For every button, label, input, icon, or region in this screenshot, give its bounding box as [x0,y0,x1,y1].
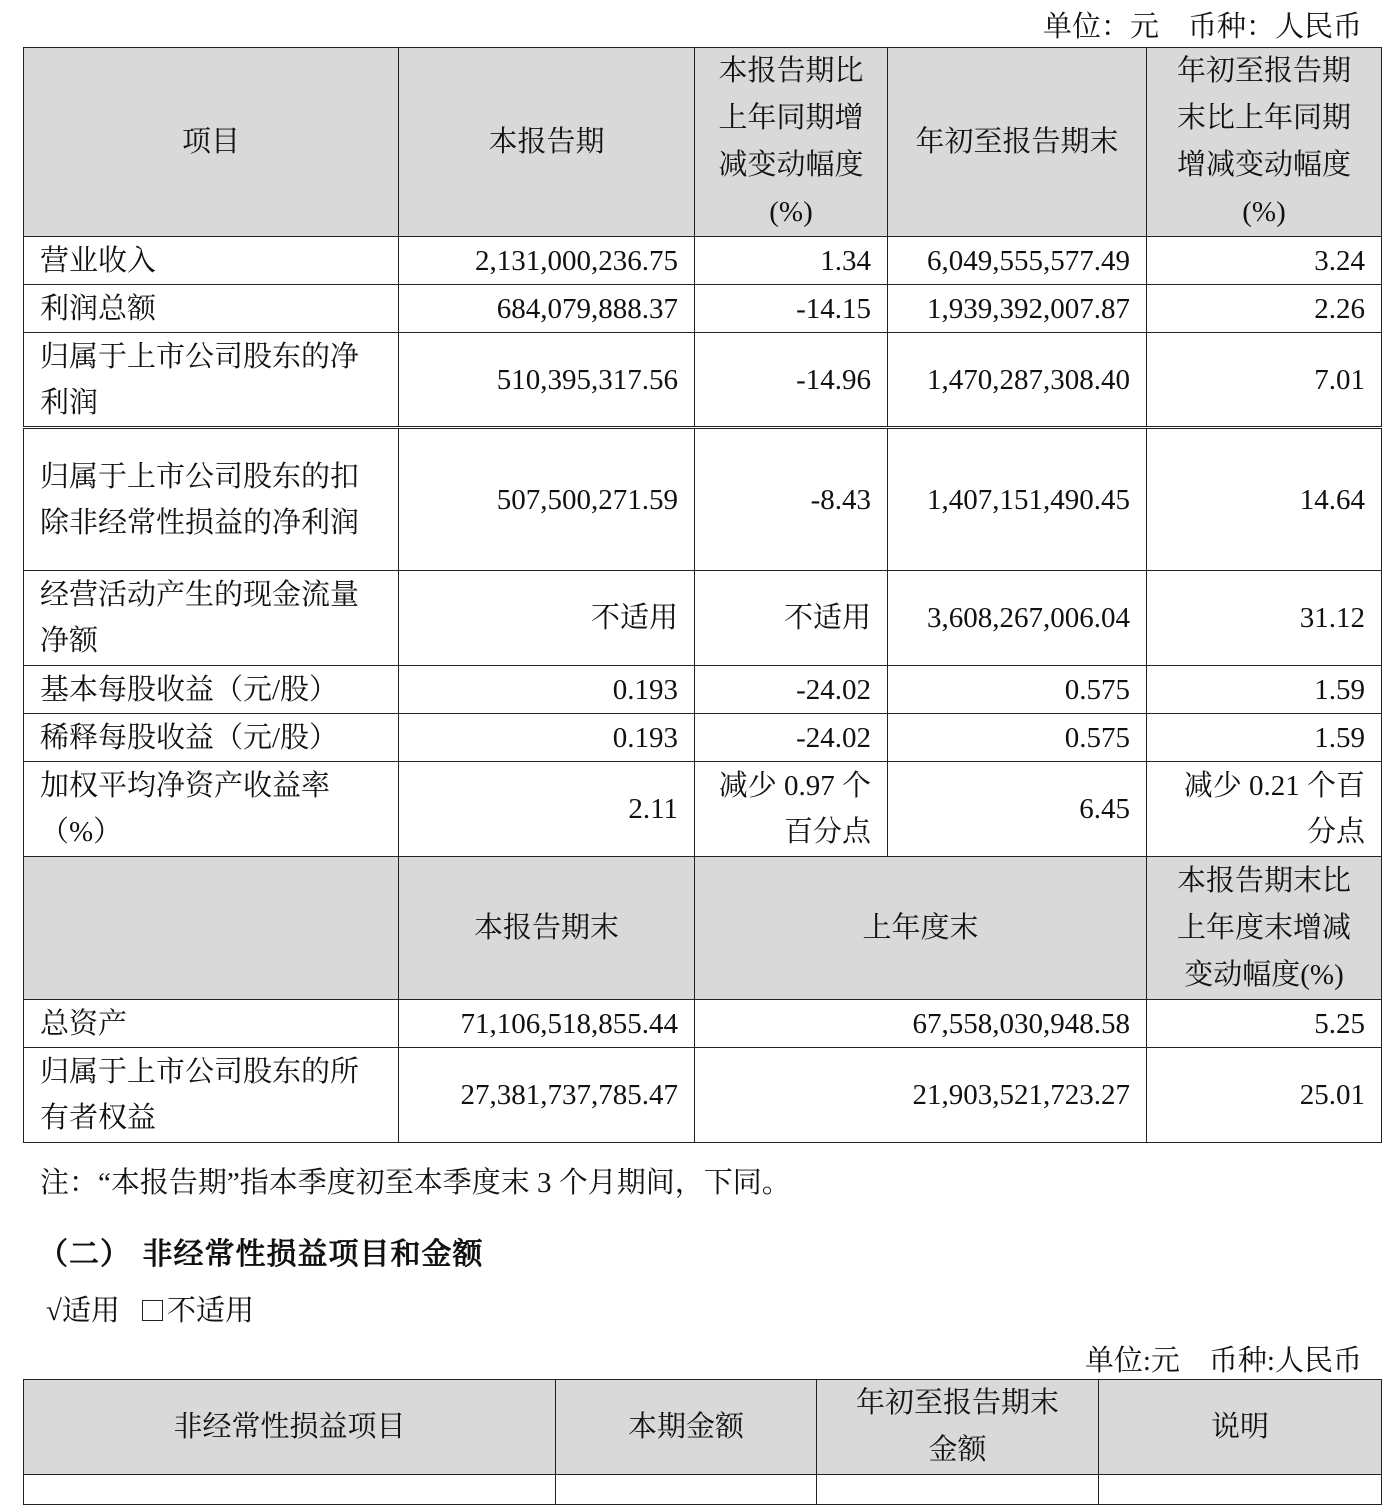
header-ytd: 年初至报告期末 [888,48,1147,237]
cell-ytd-yoy: 3.24 [1147,237,1382,285]
table-row [24,237,1382,285]
header-nr-item: 非经常性损益项目 [24,1380,556,1475]
table-row [24,1475,1382,1505]
table-row [24,1000,1382,1048]
table-row [24,285,1382,333]
table-row [24,428,1382,571]
option-applicable: 适用 [61,1295,120,1327]
row-label: 基本每股收益（元/股） [24,666,399,714]
nr-cell [1099,1475,1382,1505]
cell-ytd-yoy: 14.64 [1147,428,1382,571]
cell-current-yoy: 不适用 [695,571,888,666]
cell-current: 684,079,888.37 [399,285,695,333]
header-ytd-yoy: 年初至报告期末比上年同期增减变动幅度(%) [1147,48,1382,237]
cell-current: 2.11 [399,762,695,857]
cell-ytd-yoy: 7.01 [1147,333,1382,428]
cell-ytd: 3,608,267,006.04 [888,571,1147,666]
cell-ytd: 1,939,392,007.87 [888,285,1147,333]
cell-current-yoy: 1.34 [695,237,888,285]
nr-cell [24,1475,556,1505]
header-period-end: 本报告期末 [399,857,695,1000]
header-current-period: 本报告期 [399,48,695,237]
row-label: 归属于上市公司股东的扣除非经常性损益的净利润 [24,428,399,571]
nr-cell [556,1475,817,1505]
cell-change: 5.25 [1147,1000,1382,1048]
unit-currency-note-2: 单位:元 币种:人民币 [1084,1345,1362,1377]
table-header-row [24,48,1382,237]
cell-prior-year-end: 21,903,521,723.27 [695,1048,1147,1143]
cell-ytd-yoy: 减少 0.21 个百分点 [1147,762,1382,857]
row-label: 归属于上市公司股东的净利润 [24,333,399,428]
cell-ytd: 1,470,287,308.40 [888,333,1147,428]
cell-ytd-yoy: 1.59 [1147,666,1382,714]
check-mark-icon: √ [46,1295,62,1327]
header-blank [24,857,399,1000]
header-prior-year-end: 上年度末 [695,857,1147,1000]
cell-period-end: 27,381,737,785.47 [399,1048,695,1143]
cell-current: 507,500,271.59 [399,428,695,571]
cell-current: 不适用 [399,571,695,666]
cell-period-end: 71,106,518,855.44 [399,1000,695,1048]
section-heading: （二） 非经常性损益项目和金额 [38,1237,484,1272]
row-label: 经营活动产生的现金流量净额 [24,571,399,666]
cell-ytd: 0.575 [888,666,1147,714]
cell-current: 0.193 [399,714,695,762]
header-current-yoy: 本报告期比上年同期增减变动幅度(%) [695,48,888,237]
cell-prior-year-end: 67,558,030,948.58 [695,1000,1147,1048]
cell-current-yoy: -8.43 [695,428,888,571]
header-change: 本报告期末比上年度末增减变动幅度(%) [1147,857,1382,1000]
cell-current: 510,395,317.56 [399,333,695,428]
nonrecurring-items-table [23,1379,1382,1505]
header-ytd-amount: 年初至报告期末金额 [817,1380,1099,1475]
table-row [24,571,1382,666]
cell-ytd-yoy: 2.26 [1147,285,1382,333]
table-header-row-2 [24,857,1382,1000]
header-description: 说明 [1099,1380,1382,1475]
footnote: 注：“本报告期”指本季度初至本季度末 3 个月期间，下同。 [40,1167,791,1199]
table-row [24,666,1382,714]
option-not-applicable: 不适用 [166,1295,254,1327]
row-label: 稀释每股收益（元/股） [24,714,399,762]
empty-checkbox-icon [142,1300,163,1321]
table-row [24,1048,1382,1143]
header-current-amount: 本期金额 [556,1380,817,1475]
header-item: 项目 [24,48,399,237]
row-label: 利润总额 [24,285,399,333]
cell-ytd-yoy: 1.59 [1147,714,1382,762]
cell-change: 25.01 [1147,1048,1382,1143]
table-row [24,714,1382,762]
table-header-row [24,1380,1382,1475]
unit-currency-note: 单位：元 币种：人民币 [1042,11,1362,43]
cell-ytd: 6.45 [888,762,1147,857]
row-label: 总资产 [24,1000,399,1048]
row-label: 归属于上市公司股东的所有者权益 [24,1048,399,1143]
row-label: 营业收入 [24,237,399,285]
applicability-options [46,1288,254,1329]
cell-current-yoy: 减少 0.97 个百分点 [695,762,888,857]
cell-current-yoy: -14.96 [695,333,888,428]
cell-current-yoy: -24.02 [695,666,888,714]
nr-cell [817,1475,1099,1505]
cell-current: 0.193 [399,666,695,714]
row-label: 加权平均净资产收益率（%） [24,762,399,857]
cell-current-yoy: -24.02 [695,714,888,762]
financial-data-table [23,47,1382,1143]
cell-current: 2,131,000,236.75 [399,237,695,285]
cell-ytd: 6,049,555,577.49 [888,237,1147,285]
table-row [24,333,1382,428]
table-row [24,762,1382,857]
cell-ytd: 1,407,151,490.45 [888,428,1147,571]
cell-current-yoy: -14.15 [695,285,888,333]
cell-ytd-yoy: 31.12 [1147,571,1382,666]
cell-ytd: 0.575 [888,714,1147,762]
